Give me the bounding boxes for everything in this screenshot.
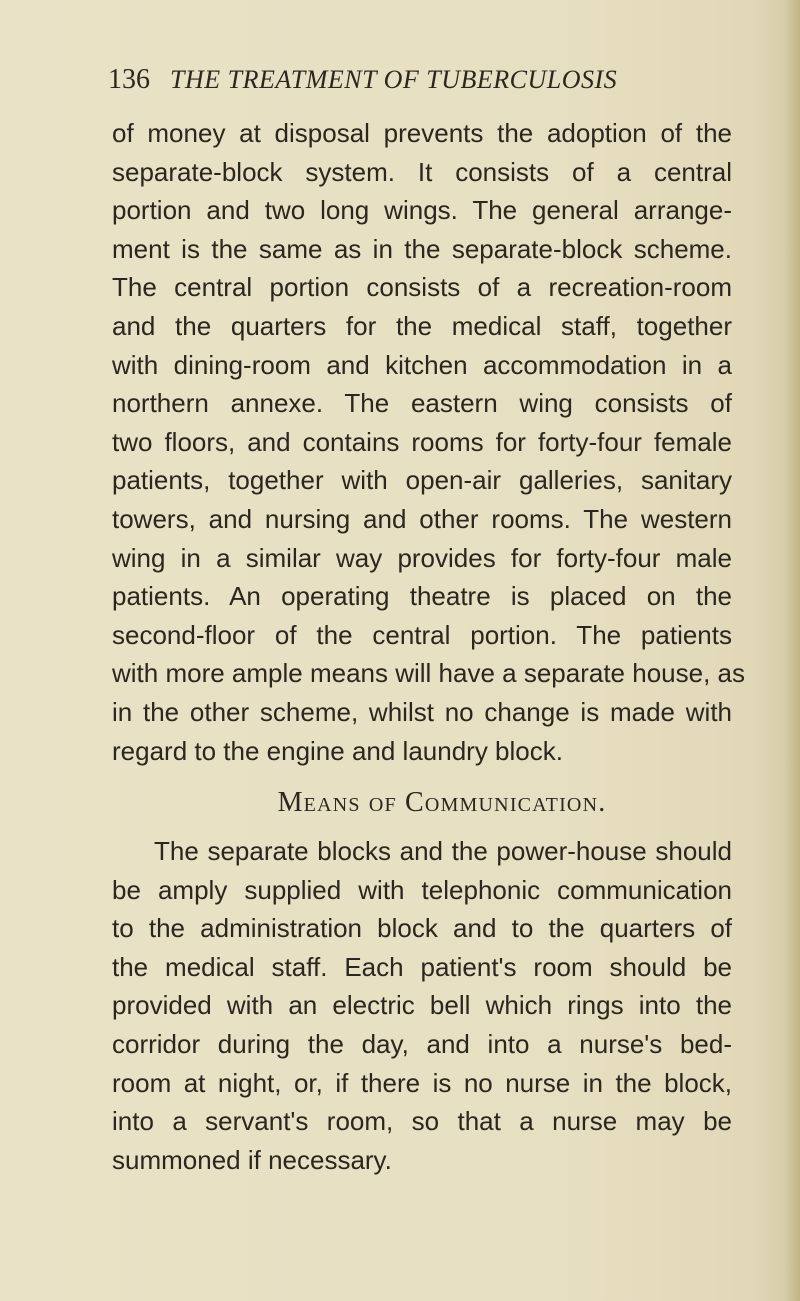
text-line: regard to the engine and laundry block. <box>112 735 563 766</box>
section-heading <box>112 770 732 832</box>
text-line: into a servant's room, so that a nurse may be <box>112 1106 732 1137</box>
text-line: northern annexe. The eastern wing consists of <box>112 388 732 419</box>
running-title: THE TREATMENT OF TUBERCULOSIS <box>170 65 618 94</box>
text-line: patients, together with open-air galleries, sanitary <box>112 465 732 496</box>
text-line: patients. An operating theatre is placed on the <box>112 581 732 612</box>
text-line: ment is the same as in the separate-block scheme. <box>112 233 732 264</box>
paragraph-1 <box>112 114 745 770</box>
body-text <box>112 114 745 1179</box>
text-line: and the quarters for the medical staff, together <box>112 310 732 341</box>
text-line: to the administration block and to the quarters of <box>112 913 732 944</box>
text-line: separate-block system. It consists of a central <box>112 156 732 187</box>
text-line: with more ample means will have a separate house, as <box>112 658 745 689</box>
text-line: towers, and nursing and other rooms. The western <box>112 503 732 534</box>
text-line: The central portion consists of a recreation-room <box>112 272 732 303</box>
text-line: summoned if necessary. <box>112 1144 392 1175</box>
text-line: portion and two long wings. The general arrange- <box>112 195 732 226</box>
text-line: second-floor of the central portion. The patients <box>112 619 732 650</box>
text-line: room at night, or, if there is no nurse in the block, <box>112 1067 732 1098</box>
text-line: in the other scheme, whilst no change is made with <box>112 696 732 727</box>
page-number: 136 <box>108 64 150 95</box>
text-line: the medical staff. Each patient's room should be <box>112 951 732 982</box>
text-line: of money at disposal prevents the adoption of the <box>112 118 732 148</box>
text-line: The separate blocks and the power-house should <box>154 836 732 867</box>
running-head <box>108 64 708 104</box>
page-edge-shadow <box>784 0 800 1301</box>
paragraph-2 <box>112 832 732 1179</box>
text-line: wing in a similar way provides for forty-four male <box>112 542 732 573</box>
text-line: corridor during the day, and into a nurse's bed- <box>112 1029 732 1060</box>
text-line: two floors, and contains rooms for forty-four female <box>112 426 732 457</box>
text-line: provided with an electric bell which rings into the <box>112 990 732 1021</box>
text-line: with dining-room and kitchen accommodation in a <box>112 349 732 380</box>
section-heading-text: Means of Communication. <box>277 787 607 819</box>
text-line: be amply supplied with telephonic communication <box>112 874 732 905</box>
